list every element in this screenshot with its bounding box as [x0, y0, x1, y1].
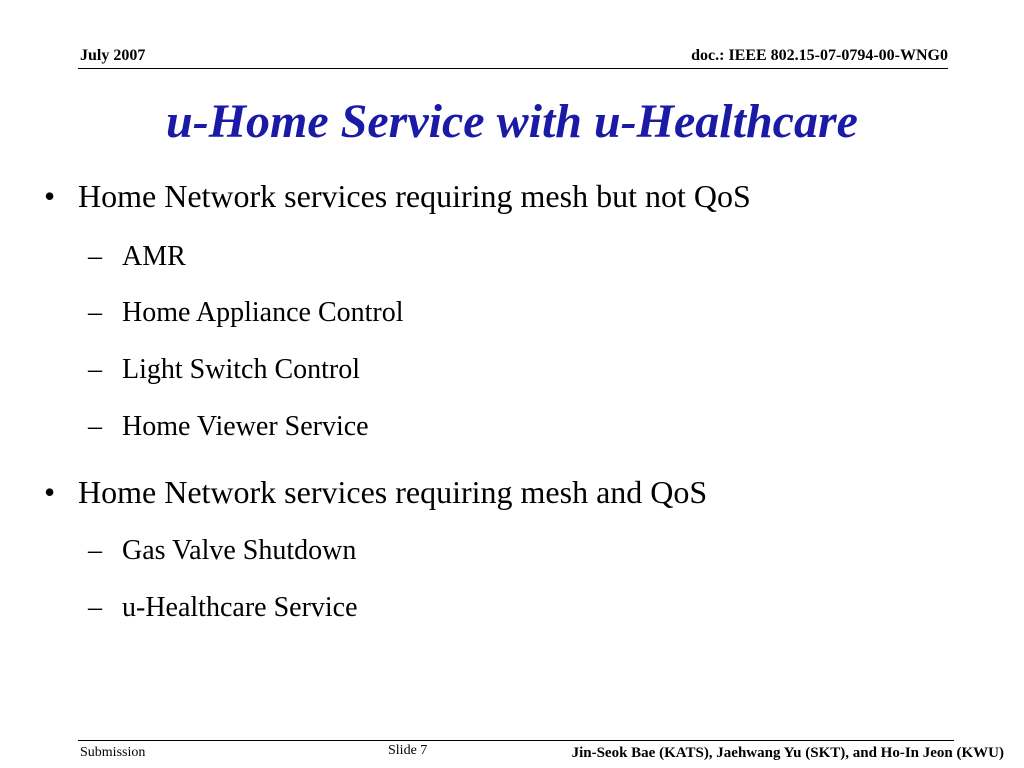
dash-marker: – [88, 354, 102, 385]
sub-bullet-item [88, 410, 369, 444]
dash-marker: – [88, 592, 102, 623]
sub-bullet-item [88, 591, 358, 625]
bullet-text: Home Network services requiring mesh and QoS [78, 474, 708, 510]
footer-slide-number: Slide 7 [388, 743, 428, 758]
bullet-item [44, 472, 707, 512]
sub-bullet-text: AMR [122, 241, 186, 272]
slide-title: u-Home Service with u-Healthcare [166, 95, 858, 148]
sub-bullet-text: Light Switch Control [122, 354, 360, 385]
footer-divider [78, 740, 954, 741]
sub-bullet-text: Gas Valve Shutdown [122, 535, 357, 566]
bullet-marker: • [44, 178, 56, 214]
header-date: July 2007 [80, 47, 146, 64]
dash-marker: – [88, 297, 102, 328]
bullet-text: Home Network services requiring mesh but not QoS [78, 178, 751, 214]
sub-bullet-item [88, 240, 186, 274]
sub-bullet-text: Home Viewer Service [122, 411, 369, 442]
header-doc-id: doc.: IEEE 802.15-07-0794-00-WNG0 [691, 47, 948, 64]
footer-authors: Jin-Seok Bae (KATS), Jaehwang Yu (SKT), and Ho-In Jeon (KWU) [571, 745, 1004, 761]
bullet-marker: • [44, 474, 56, 510]
dash-marker: – [88, 411, 102, 442]
dash-marker: – [88, 241, 102, 272]
sub-bullet-item [88, 296, 404, 330]
dash-marker: – [88, 535, 102, 566]
sub-bullet-text: u-Healthcare Service [122, 592, 358, 623]
sub-bullet-text: Home Appliance Control [122, 297, 404, 328]
sub-bullet-item [88, 353, 360, 387]
footer-submission: Submission [80, 745, 146, 760]
sub-bullet-item [88, 534, 356, 568]
bullet-item [44, 176, 751, 216]
